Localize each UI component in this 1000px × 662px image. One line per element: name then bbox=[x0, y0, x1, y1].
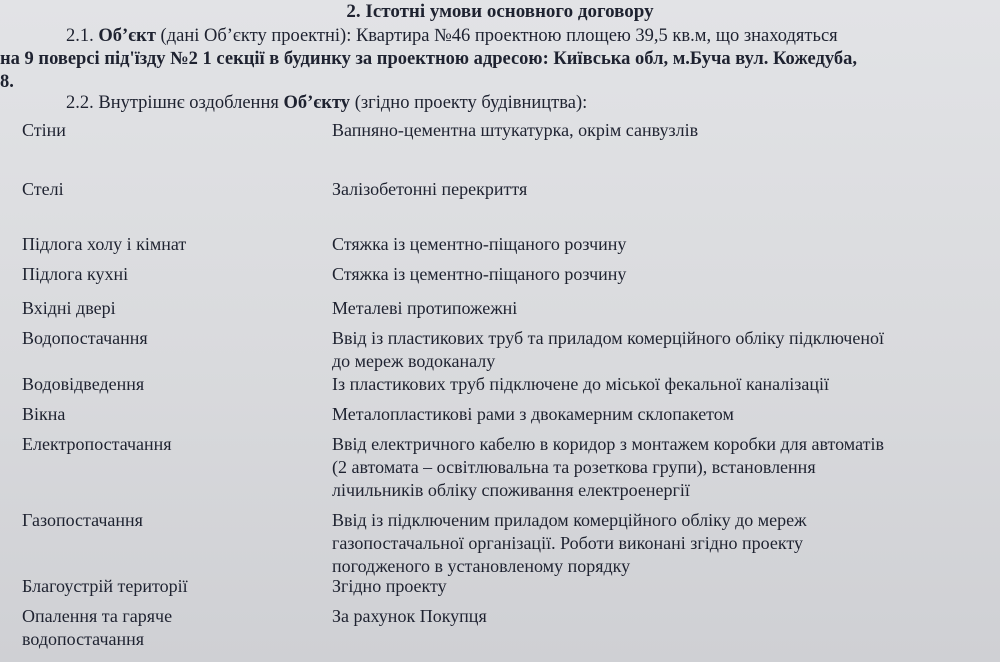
row-value bbox=[332, 263, 998, 286]
row-value-line: лічильників обліку споживання електроенергії bbox=[332, 480, 690, 500]
clause-2-1-number: 2.1. bbox=[66, 26, 99, 46]
row-value-line: Стяжка із цементно-піщаного розчину bbox=[332, 234, 627, 254]
row-label-line: водопостачання bbox=[22, 629, 145, 649]
row-label bbox=[22, 233, 322, 256]
row-label bbox=[22, 373, 322, 396]
row-value-line: Ввід із пластикових труб та приладом комерційного обліку підключеної bbox=[332, 328, 884, 348]
clause-2-1-line2: на 9 поверсі під'їзду №2 1 секції в будинку за проектною адресою: Київська обл, м.Буча вул. Кожедуба, bbox=[0, 49, 857, 69]
row-value-line: Згідно проекту bbox=[332, 576, 447, 596]
row-value-line: Стяжка із цементно-піщаного розчину bbox=[332, 264, 627, 284]
row-value-line: Із пластикових труб підключене до міської фекальної каналізації bbox=[332, 374, 830, 394]
row-value bbox=[332, 327, 998, 373]
row-value-line: Вапняно-цементна штукатурка, окрім санвузлів bbox=[332, 120, 699, 140]
row-value bbox=[332, 403, 998, 426]
row-value-line: до мереж водоканалу bbox=[332, 351, 496, 371]
clause-2-2-rest: (згідно проекту будівництва): bbox=[350, 93, 588, 113]
row-value-line: Металопластикові рами з двокамерним склопакетом bbox=[332, 404, 734, 424]
row-value bbox=[332, 433, 998, 502]
row-label-line: Опалення та гаряче bbox=[22, 606, 173, 626]
row-label-line: Підлога кухні bbox=[22, 264, 129, 284]
row-label-line: Стелі bbox=[22, 179, 64, 199]
row-value bbox=[332, 575, 998, 598]
row-label-line: Вікна bbox=[22, 404, 66, 424]
row-value-line: Ввід із підключеним приладом комерційного обліку до мереж bbox=[332, 510, 807, 530]
clause-2-2-line bbox=[14, 92, 1000, 115]
clause-2-1 bbox=[0, 25, 1000, 94]
row-label bbox=[22, 297, 322, 320]
row-label bbox=[22, 119, 322, 142]
row-label-line: Стіни bbox=[22, 120, 66, 140]
row-value-line: погодженого в установленому порядку bbox=[332, 556, 631, 576]
row-label-line: Благоустрій території bbox=[22, 576, 188, 596]
row-value bbox=[332, 119, 998, 142]
row-value-line: Залізобетонні перекриття bbox=[332, 179, 528, 199]
row-value-line: Металеві протипожежні bbox=[332, 298, 518, 318]
row-label-line: Водопостачання bbox=[22, 328, 148, 348]
clause-2-1-line3: 8. bbox=[0, 72, 14, 92]
row-label-line: Вхідні двері bbox=[22, 298, 116, 318]
row-value bbox=[332, 373, 998, 396]
row-label bbox=[22, 263, 322, 286]
row-label bbox=[22, 605, 322, 651]
clause-2-1-object-term: Об’єкт bbox=[98, 26, 156, 46]
section-heading: 2. Істотні умови основного договору bbox=[346, 1, 654, 22]
row-label bbox=[22, 327, 322, 350]
row-value-line: (2 автомата – освітлювальна та розеткова групи), встановлення bbox=[332, 457, 816, 477]
row-value-line: За рахунок Покупця bbox=[332, 606, 487, 626]
row-value bbox=[332, 233, 998, 256]
row-label bbox=[22, 509, 322, 532]
row-label bbox=[22, 433, 322, 456]
row-label bbox=[22, 575, 322, 598]
row-value-line: газопостачальної організації. Роботи виконані згідно проекту bbox=[332, 533, 804, 553]
row-label-line: Електропостачання bbox=[22, 434, 172, 454]
row-value bbox=[332, 297, 998, 320]
row-value bbox=[332, 509, 998, 578]
row-value-line: Ввід електричного кабелю в коридор з монтажем коробки для автоматів bbox=[332, 434, 884, 454]
row-value bbox=[332, 178, 998, 201]
row-label-line: Газопостачання bbox=[22, 510, 143, 530]
clause-2-1-line1 bbox=[14, 25, 1000, 48]
row-label-line: Підлога холу і кімнат bbox=[22, 234, 187, 254]
row-label-line: Водовідведення bbox=[22, 374, 145, 394]
row-label bbox=[22, 403, 322, 426]
row-label bbox=[22, 178, 322, 201]
clause-2-2-object-term: Об’єкту bbox=[283, 93, 351, 113]
row-value bbox=[332, 605, 998, 628]
clause-2-2-text: 2.2. Внутрішнє оздоблення bbox=[66, 93, 284, 113]
clause-2-1-text: (дані Об’єкту проектні): Квартира №46 проектною площею 39,5 кв.м, що знаходяться bbox=[155, 26, 838, 46]
clause-2-2 bbox=[14, 92, 1000, 115]
